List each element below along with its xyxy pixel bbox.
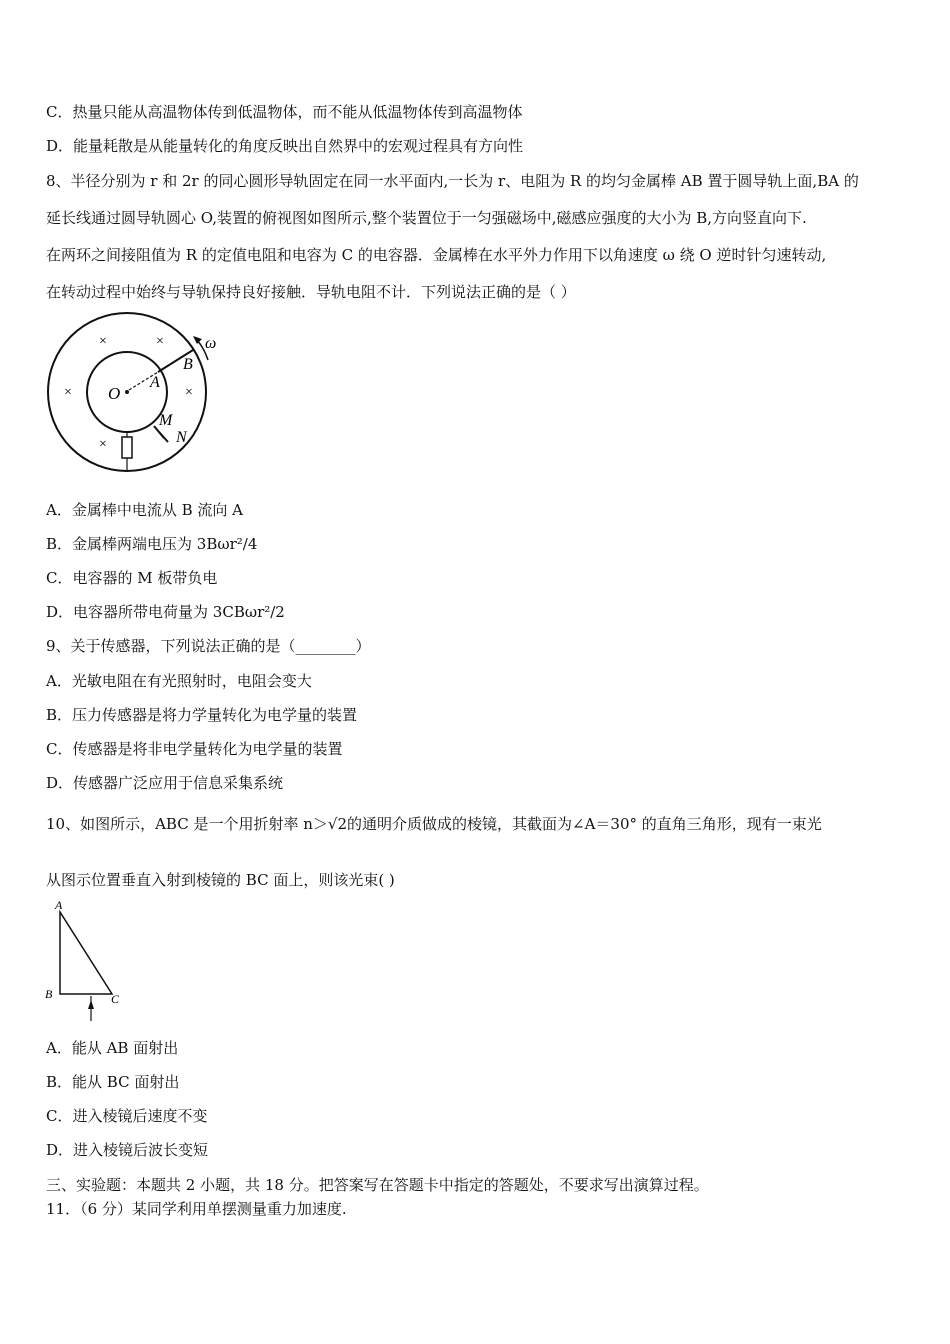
q8-option-c: C．电容器的 M 板带负电	[46, 569, 218, 587]
q9-option-a: A．光敏电阻在有光照射时，电阻会变大	[46, 672, 312, 690]
field-mark-1: ×	[99, 334, 107, 349]
resistor-icon	[122, 437, 132, 458]
q9-option-d: D．传感器广泛应用于信息采集系统	[46, 774, 284, 792]
field-mark-2: ×	[156, 334, 164, 349]
q10-option-c: C．进入棱镜后速度不变	[46, 1107, 208, 1125]
q8-option-b: B．金属棒两端电压为 3Bωr²/4	[46, 535, 258, 553]
q10-stem-line1: 10、如图所示，ABC 是一个用折射率 n＞√2的通明介质做成的棱镜，其截面为∠A＝30° 的直角三角形，现有一束光	[46, 815, 822, 833]
q8-stem-line1: 8、半径分别为 r 和 2r 的同心圆形导轨固定在同一水平面内,一长为 r、电阻为 R 的均匀金属棒 AB 置于圆导轨上面,BA 的	[46, 172, 859, 190]
q8-concentric-rings-figure	[40, 310, 225, 480]
field-mark-4: ×	[185, 385, 193, 400]
rotation-arrowhead-icon	[193, 336, 202, 344]
label-n: N	[176, 429, 187, 446]
q10-option-a: A．能从 AB 面射出	[46, 1039, 179, 1057]
incident-arrowhead-icon	[88, 1000, 94, 1009]
q8-stem-line4: 在转动过程中始终与导轨保持良好接触．导轨电阻不计．下列说法正确的是（ ）	[46, 283, 576, 301]
label-a: A	[150, 374, 160, 391]
q9-option-c: C．传感器是将非电学量转化为电学量的装置	[46, 740, 343, 758]
label-c: C	[111, 992, 120, 1006]
q8-stem-line2: 延长线通过圆导轨圆心 O,装置的俯视图如图所示,整个装置位于一匀强磁场中,磁感应强度的大小为 B,方向竖直向下.	[46, 209, 807, 227]
q8-option-d: D．电容器所带电荷量为 3CBωr²/2	[46, 603, 285, 621]
q10-stem-line2: 从图示位置垂直入射到棱镜的 BC 面上，则该光束( )	[46, 871, 395, 889]
q8-option-a: A．金属棒中电流从 B 流向 A	[46, 501, 243, 519]
prism-triangle	[60, 912, 112, 994]
label-b: B	[45, 987, 53, 1001]
q9-stem: 9、关于传感器，下列说法正确的是（________）	[46, 637, 371, 655]
q8-stem-line3: 在两环之间接阻值为 R 的定值电阻和电容为 C 的电容器．金属棒在水平外力作用下以角速度 ω 绕 O 逆时针匀速转动,	[46, 246, 827, 264]
label-o: O	[108, 384, 121, 403]
q10-option-b: B．能从 BC 面射出	[46, 1073, 180, 1091]
q10-prism-figure	[40, 897, 135, 1027]
q11-stem: 11．（6 分）某同学利用单摆测量重力加速度.	[46, 1200, 347, 1218]
label-m: M	[159, 412, 173, 429]
q10-option-d: D．进入棱镜后波长变短	[46, 1141, 209, 1159]
label-b: B	[183, 356, 193, 373]
field-mark-5: ×	[99, 437, 107, 452]
label-a: A	[55, 898, 63, 912]
label-omega: ω	[205, 335, 217, 352]
q9-option-b: B．压力传感器是将力学量转化为电学量的装置	[46, 706, 358, 724]
q7-option-d: D．能量耗散是从能量转化的角度反映出自然界中的宏观过程具有方向性	[46, 137, 524, 155]
field-mark-3: ×	[64, 385, 72, 400]
q7-option-c: C．热量只能从高温物体传到低温物体，而不能从低温物体传到高温物体	[46, 103, 523, 121]
capacitor-plate-n	[159, 432, 168, 442]
center-dot	[125, 390, 129, 394]
section-3-heading: 三、实验题：本题共 2 小题，共 18 分。把答案写在答题卡中指定的答题处，不要求写出演算过程。	[46, 1176, 709, 1194]
